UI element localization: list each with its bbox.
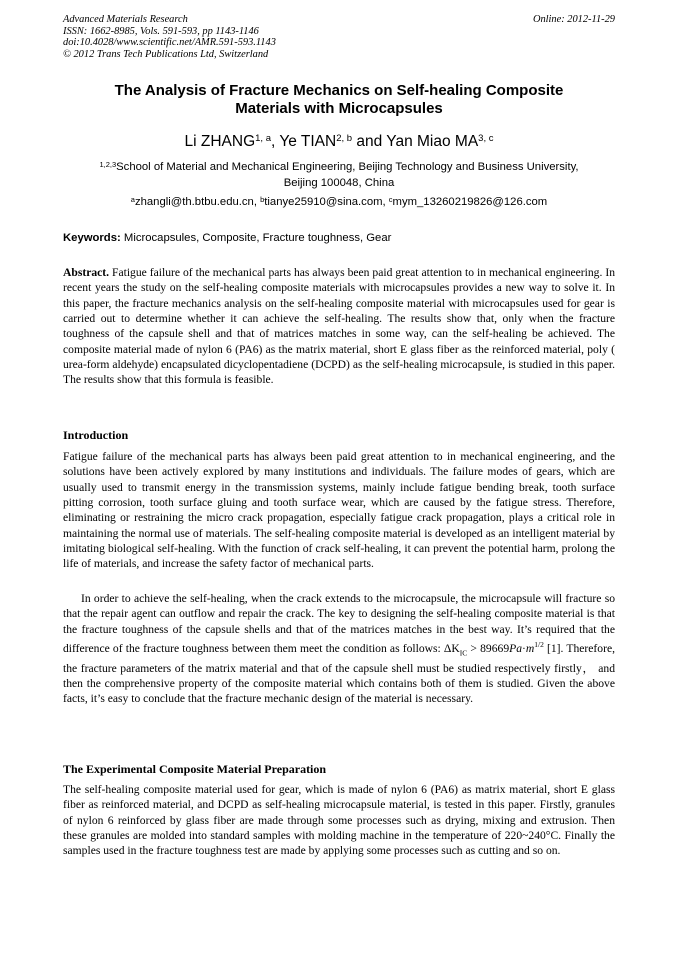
eq-dot: · [522, 641, 526, 655]
introduction-paragraph-1: Fatigue failure of the mechanical parts has always been paid great attention to in mechanical engineering, and the solutions have been actively explored by many institutions and individuals. The failure modes of gears, which are usually used to transmit energy in the transmission systems, mainly include fatigue bending break, tooth surface pitting corrosion, tooth surface gluing and tooth surface wear, which are caused by the fatigue stress. Therefore, eliminating or restraining the micro crack propagation, especially fatigue crack propagation, plays a critical role in maintaining the normal use of materials. The self-healing composite material is developed as an intelligent material by imitating biological self-healing. With the function of crack self-healing, it can prevent the potential harm, prolong the life of materials, and increase the safety factor of mechanical parts. [63, 450, 615, 571]
fracture-condition-equation [443, 640, 544, 658]
email-link[interactable]: tianye25910@sina.com [264, 196, 383, 208]
author-marks: 2, b [336, 133, 353, 144]
online-date: Online: 2012-11-29 [532, 14, 615, 25]
eq-unit-m: m [525, 641, 535, 655]
intro-p2-text-after: [1]. Therefore, the fracture parameters of the matrix material and that of the capsule shell must be studied respectively firstly， and then the comprehensive property of the composite material which contains both of them is studied. Given the above facts, it’s easy to conclude that the fracture mechanic design of the material is necessary. [63, 641, 615, 706]
author-separator: , [271, 133, 280, 150]
author-marks: 1, a [255, 133, 271, 144]
eq-operator: > 89669 [467, 641, 510, 655]
keywords [63, 230, 615, 246]
section-heading-introduction: Introduction [63, 428, 129, 442]
eq-delta: ΔK [443, 641, 460, 655]
author-list [63, 133, 615, 151]
copyright-line: © 2012 Trans Tech Publications Ltd, Switzerland [63, 48, 269, 60]
preparation-paragraph-1: The self-healing composite material used for gear, which is made of nylon 6 (PA6) as matrix material, short E glass fiber as reinforced material, and DCPD as self-healing microcapsule material, is tested in this paper. Firstly, granules of nylon 6 reinforced by glass fiber are made through some processes such as drying, mixing and extrusion. Then these granules are molded into standard samples with molding machine in the temperature of 220~240°C. Finally the samples used in the fracture toughness test are made by applying some processes such as cutting and so on. [63, 783, 615, 858]
paper-title [63, 82, 615, 118]
affiliation-line-2: Beijing 100048, China [283, 177, 395, 189]
eq-unit-pa: Pa [509, 641, 523, 655]
journal-name: Advanced Materials Research [63, 14, 188, 25]
affiliation-text-1: School of Material and Mechanical Engineering, Beijing Technology and Business University, [116, 161, 579, 173]
email-mark: c [388, 195, 393, 204]
affiliation [63, 159, 615, 191]
eq-exponent: 1/2 [534, 640, 544, 650]
email-mark: a [130, 195, 135, 204]
title-line-2: Materials with Microcapsules [235, 100, 443, 117]
issn-line: ISSN: 1662-8985, Vols. 591-593, pp 1143-1146 [63, 25, 259, 37]
email-separator: , [253, 196, 261, 208]
email-list [63, 194, 615, 210]
abstract-text: Fatigue failure of the mechanical parts has always been paid great attention to in mechanical engineering. In recent years the study on the self-healing composite materials with microcapsules provides a new way to solve it. In this paper, the fracture mechanics analysis on the self-healing composite material with microcapsules used for gear is carried out to determine whether it can achieve the self-healing. The results show that, only when the fracture toughness of the capsule shell and that of matrices matches in some way, can the self-healing be achieved. The composite material made of nylon 6 (PA6) as the matrix material, short E glass fiber as the reinforced material, poly ( urea-form aldehyde) encapsulated dicyclopentadiene (DCPD) as the self-healing microcapsule, is studied in this paper. The results show that this formula is feasible. [63, 266, 615, 387]
journal-header [63, 14, 276, 60]
doi-line: doi:10.4028/www.scientific.net/AMR.591-593.1143 [63, 37, 276, 49]
affiliation-marks: 1,2,3 [99, 160, 117, 169]
eq-subscript: IC [459, 648, 468, 658]
author-name: Ye TIAN [279, 133, 337, 150]
author-marks: 3, c [478, 133, 494, 144]
intro-p2-text-before: In order to achieve the self-healing, when the crack extends to the microcapsule, the microcapsule will fracture so that the repair agent can outflow and repair the crack. The key to designing the self-healing composite material is that the fracture toughness of the capsule shells and that of the matrices matches in the best way. It’s required that the difference of the fracture toughness between them meet the condition as follows: [63, 592, 615, 655]
keywords-label: Keywords: [63, 232, 121, 244]
email-mark: b [260, 195, 265, 204]
keywords-text: Microcapsules, Composite, Fracture toughness, Gear [120, 232, 392, 244]
abstract-paragraph [63, 265, 615, 388]
abstract-label: Abstract. [63, 266, 110, 279]
introduction-paragraph-2 [63, 591, 615, 707]
email-separator: , [382, 196, 389, 208]
author-name: Li ZHANG [184, 133, 256, 150]
section-heading-preparation: The Experimental Composite Material Preparation [63, 762, 327, 776]
email-link[interactable]: mym_13260219826@126.com [392, 196, 548, 208]
author-name: Yan Miao MA [386, 133, 479, 150]
email-link[interactable]: zhangli@th.btbu.edu.cn [134, 196, 254, 208]
title-line-1: The Analysis of Fracture Mechanics on Self-healing Composite [114, 82, 564, 99]
affiliation-line-1 [63, 159, 615, 175]
author-separator: and [352, 133, 387, 150]
